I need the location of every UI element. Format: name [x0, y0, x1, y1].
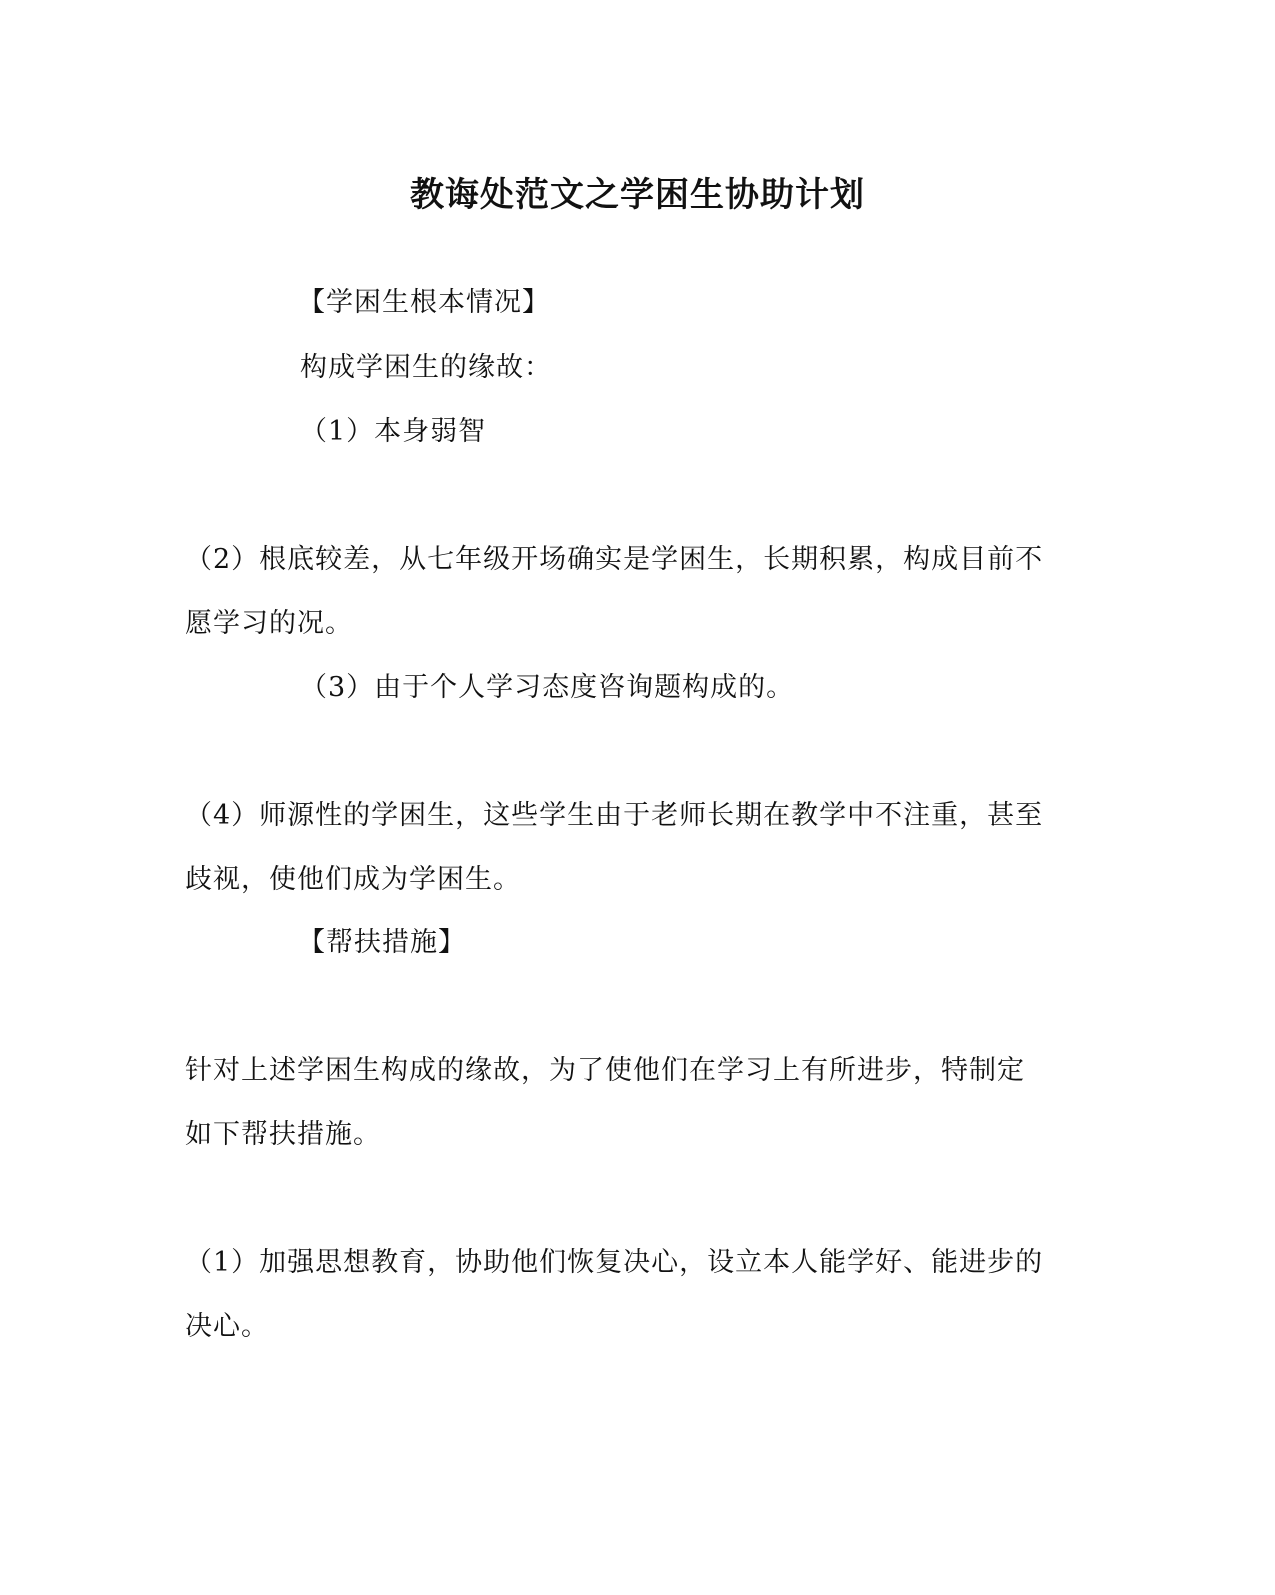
section-heading-support-measures: 【帮扶措施】: [298, 927, 466, 958]
measures-intro-line-1: 针对上述学困生构成的缘故，为了使他们在学习上有所进步，特制定: [185, 1055, 1025, 1086]
cause-item-4-line-2: 歧视，使他们成为学困生。: [185, 864, 521, 895]
document-title: 教诲处范文之学困生协助计划: [410, 175, 865, 215]
cause-item-2-line-1: （2）根底较差，从七年级开场确实是学困生，长期积累，构成目前不: [185, 544, 1044, 575]
measure-item-1-line-1: （1）加强思想教育，协助他们恢复决心，设立本人能学好、能进步的: [185, 1247, 1044, 1278]
section-heading-basic-situation: 【学困生根本情况】: [298, 287, 550, 318]
cause-item-4-line-1: （4）师源性的学困生，这些学生由于老师长期在教学中不注重，甚至: [185, 800, 1044, 831]
measure-item-1-line-2: 决心。: [185, 1311, 269, 1342]
cause-item-1: （1）本身弱智: [300, 416, 487, 447]
measures-intro-line-2: 如下帮扶措施。: [185, 1119, 381, 1150]
cause-item-3: （3）由于个人学习态度咨询题构成的。: [300, 672, 795, 703]
causes-intro: 构成学困生的缘故：: [300, 352, 552, 383]
cause-item-2-line-2: 愿学习的况。: [185, 608, 353, 639]
